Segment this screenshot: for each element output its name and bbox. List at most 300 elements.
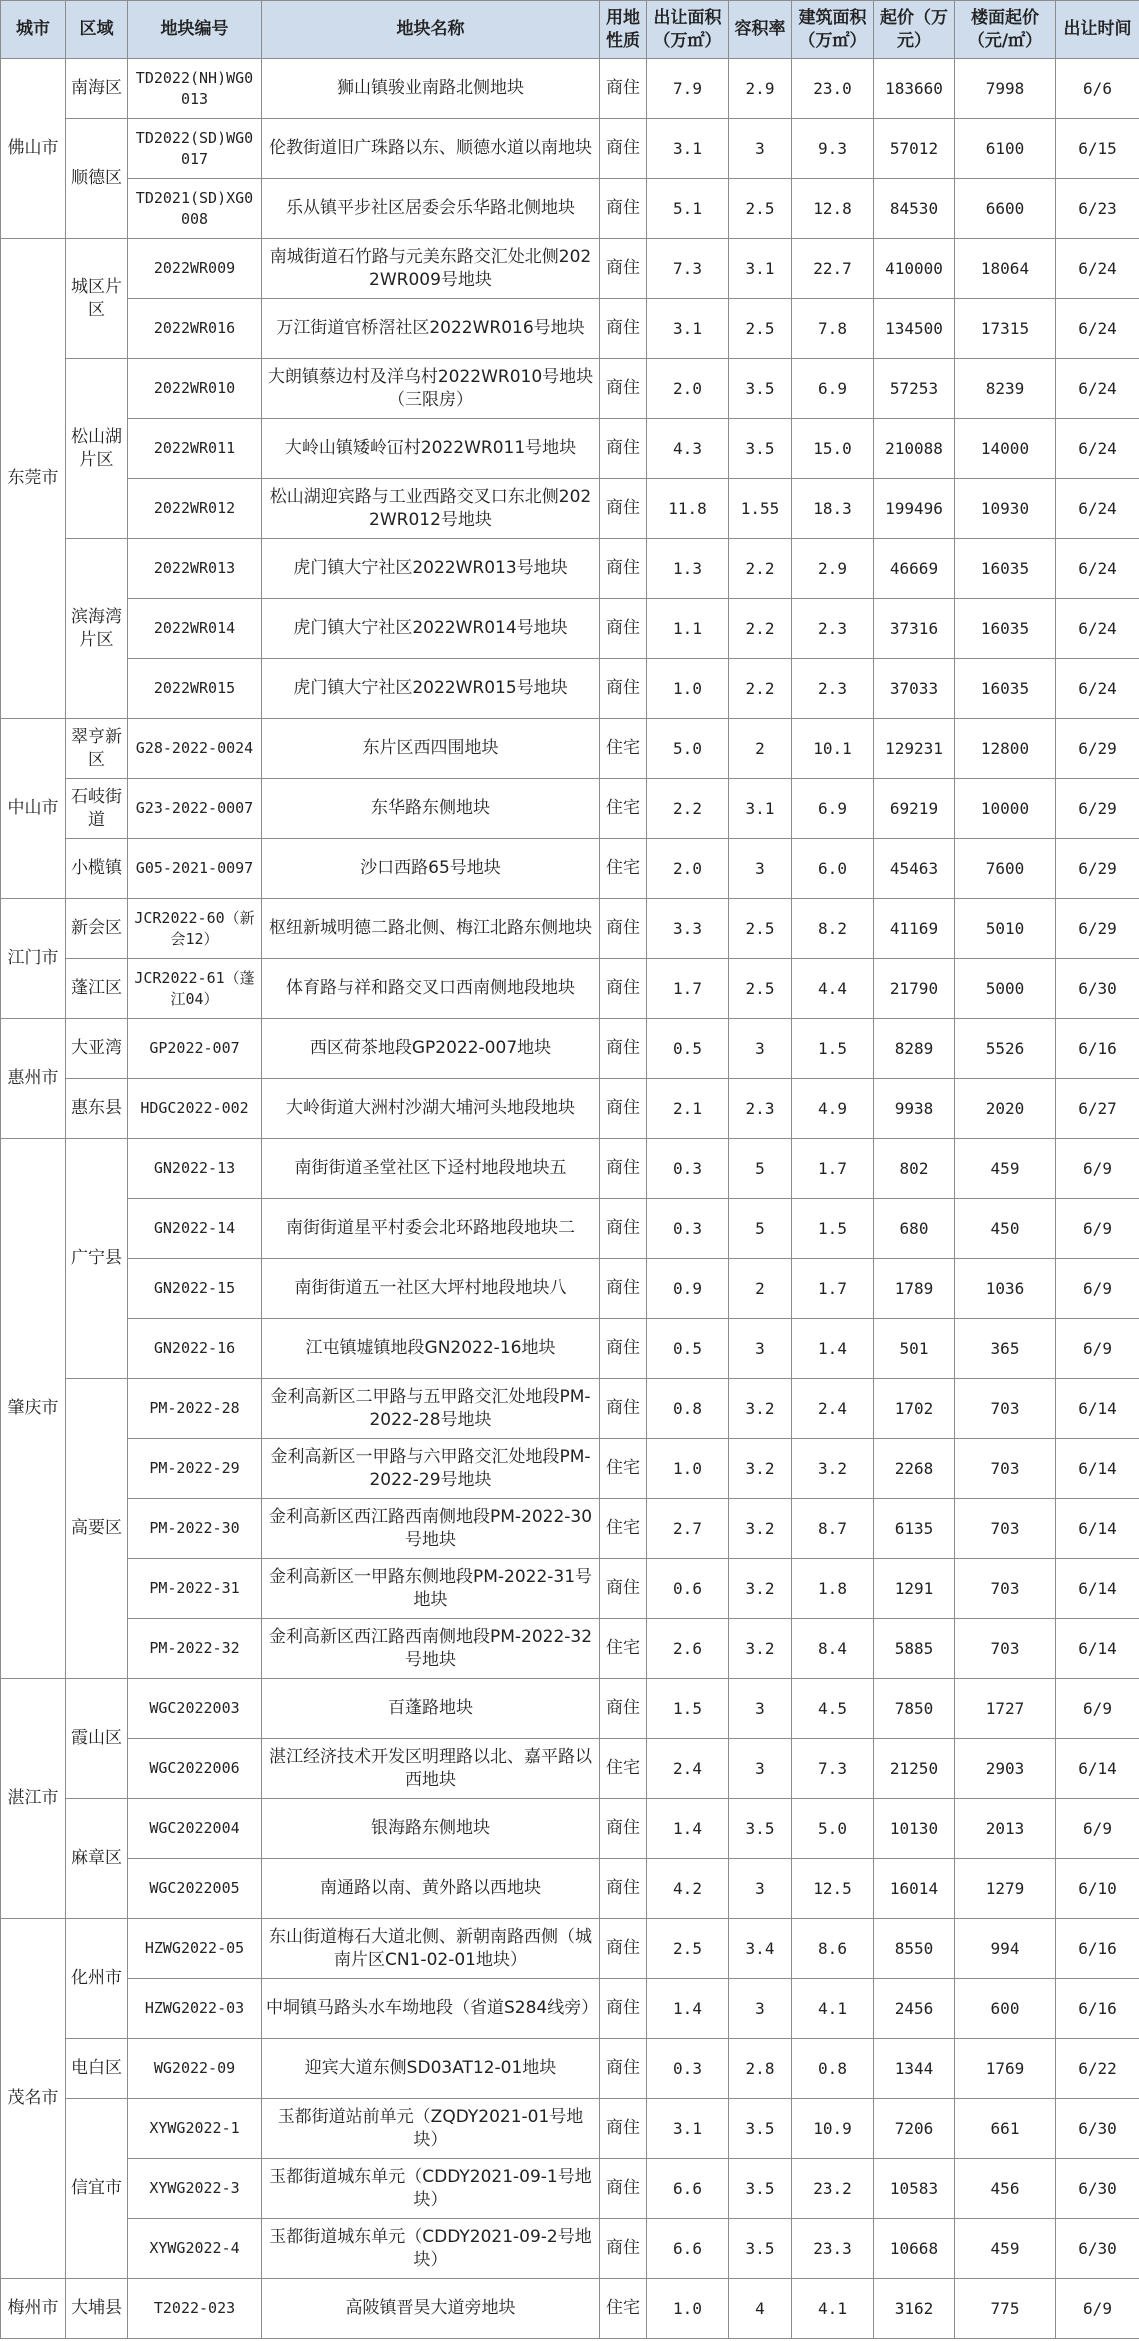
plot-code-cell: WGC2022005 <box>128 1859 262 1919</box>
date-cell: 6/23 <box>1056 179 1139 239</box>
plot-name-cell: 金利高新区一甲路东侧地段PM-2022-31号地块 <box>262 1559 600 1619</box>
land-use-cell: 商住 <box>600 179 647 239</box>
plot-name-cell: 万江街道官桥滘社区2022WR016号地块 <box>262 299 600 359</box>
area-cell: 3.3 <box>647 899 729 959</box>
table-row <box>1 2219 1139 2279</box>
floor-price-cell: 8239 <box>955 359 1056 419</box>
plot-code-cell: TD2022(SD)WG0017 <box>128 119 262 179</box>
floor-price-cell: 18064 <box>955 239 1056 299</box>
plot-name-cell: 大朗镇蔡边村及洋乌村2022WR010号地块（三限房） <box>262 359 600 419</box>
far-cell: 1.55 <box>729 479 792 539</box>
plot-code-cell: HZWG2022-03 <box>128 1979 262 2039</box>
floor-price-cell: 14000 <box>955 419 1056 479</box>
plot-name-cell: 狮山镇骏业南路北侧地块 <box>262 59 600 119</box>
floor-price-cell: 12800 <box>955 719 1056 779</box>
start-price-cell: 10130 <box>874 1799 955 1859</box>
far-cell: 3.5 <box>729 2159 792 2219</box>
plot-code-cell: JCR2022-60（新会12） <box>128 899 262 959</box>
far-cell: 2.8 <box>729 2039 792 2099</box>
gfa-cell: 9.3 <box>792 119 874 179</box>
area-cell: 5.1 <box>647 179 729 239</box>
plot-code-cell: HDGC2022-002 <box>128 1079 262 1139</box>
table-row <box>1 779 1139 839</box>
date-cell: 6/30 <box>1056 2159 1139 2219</box>
table-row <box>1 1679 1139 1739</box>
plot-code-cell: TD2021(SD)XG0008 <box>128 179 262 239</box>
floor-price-cell: 16035 <box>955 599 1056 659</box>
area-cell: 2.1 <box>647 1079 729 1139</box>
date-cell: 6/29 <box>1056 779 1139 839</box>
table-row <box>1 2279 1139 2339</box>
area-cell: 1.0 <box>647 1439 729 1499</box>
table-row <box>1 599 1139 659</box>
area-cell: 6.6 <box>647 2219 729 2279</box>
far-cell: 4 <box>729 2279 792 2339</box>
date-cell: 6/14 <box>1056 1739 1139 1799</box>
date-cell: 6/6 <box>1056 59 1139 119</box>
land-use-cell: 住宅 <box>600 779 647 839</box>
gfa-cell: 4.1 <box>792 1979 874 2039</box>
gfa-cell: 1.7 <box>792 1139 874 1199</box>
table-row <box>1 1499 1139 1559</box>
plot-name-cell: 湛江经济技术开发区明理路以北、嘉平路以西地块 <box>262 1739 600 1799</box>
table-row <box>1 959 1139 1019</box>
area-cell: 2.2 <box>647 779 729 839</box>
start-price-cell: 57012 <box>874 119 955 179</box>
land-use-cell: 住宅 <box>600 2279 647 2339</box>
district-cell: 城区片区 <box>66 239 128 359</box>
floor-price-cell: 459 <box>955 1139 1056 1199</box>
district-cell: 大埔县 <box>66 2279 128 2339</box>
gfa-cell: 15.0 <box>792 419 874 479</box>
floor-price-cell: 16035 <box>955 659 1056 719</box>
header-land-use: 用地性质 <box>600 1 647 59</box>
start-price-cell: 45463 <box>874 839 955 899</box>
table-row <box>1 299 1139 359</box>
date-cell: 6/24 <box>1056 659 1139 719</box>
table-row <box>1 1439 1139 1499</box>
plot-code-cell: 2022WR015 <box>128 659 262 719</box>
floor-price-cell: 7998 <box>955 59 1056 119</box>
date-cell: 6/27 <box>1056 1079 1139 1139</box>
start-price-cell: 69219 <box>874 779 955 839</box>
gfa-cell: 4.9 <box>792 1079 874 1139</box>
land-use-cell: 商住 <box>600 2039 647 2099</box>
date-cell: 6/9 <box>1056 1259 1139 1319</box>
plot-name-cell: 大岭街道大洲村沙湖大埔河头地段地块 <box>262 1079 600 1139</box>
plot-name-cell: 金利高新区西江路西南侧地段PM-2022-32号地块 <box>262 1619 600 1679</box>
plot-code-cell: PM-2022-29 <box>128 1439 262 1499</box>
far-cell: 3.5 <box>729 359 792 419</box>
date-cell: 6/30 <box>1056 959 1139 1019</box>
plot-name-cell: 枢纽新城明德二路北侧、梅江北路东侧地块 <box>262 899 600 959</box>
date-cell: 6/14 <box>1056 1619 1139 1679</box>
area-cell: 0.3 <box>647 2039 729 2099</box>
floor-price-cell: 16035 <box>955 539 1056 599</box>
start-price-cell: 46669 <box>874 539 955 599</box>
area-cell: 0.3 <box>647 1199 729 1259</box>
table-row <box>1 1259 1139 1319</box>
table-row <box>1 1079 1139 1139</box>
land-use-cell: 商住 <box>600 1859 647 1919</box>
area-cell: 2.0 <box>647 839 729 899</box>
header-date: 出让时间 <box>1056 1 1139 59</box>
plot-code-cell: 2022WR016 <box>128 299 262 359</box>
date-cell: 6/24 <box>1056 479 1139 539</box>
header-plot-name: 地块名称 <box>262 1 600 59</box>
start-price-cell: 1789 <box>874 1259 955 1319</box>
far-cell: 3.4 <box>729 1919 792 1979</box>
table-row <box>1 719 1139 779</box>
date-cell: 6/24 <box>1056 239 1139 299</box>
far-cell: 3 <box>729 119 792 179</box>
land-use-cell: 住宅 <box>600 1499 647 1559</box>
district-cell: 南海区 <box>66 59 128 119</box>
date-cell: 6/9 <box>1056 1319 1139 1379</box>
area-cell: 3.1 <box>647 299 729 359</box>
floor-price-cell: 703 <box>955 1439 1056 1499</box>
land-use-cell: 商住 <box>600 1319 647 1379</box>
plot-code-cell: WGC2022006 <box>128 1739 262 1799</box>
far-cell: 2.5 <box>729 179 792 239</box>
plot-name-cell: 玉都街道站前单元（ZQDY2021-01号地块） <box>262 2099 600 2159</box>
land-use-cell: 商住 <box>600 2159 647 2219</box>
plot-code-cell: PM-2022-28 <box>128 1379 262 1439</box>
far-cell: 3.5 <box>729 2099 792 2159</box>
land-use-cell: 商住 <box>600 1139 647 1199</box>
date-cell: 6/9 <box>1056 1679 1139 1739</box>
gfa-cell: 3.2 <box>792 1439 874 1499</box>
plot-code-cell: HZWG2022-05 <box>128 1919 262 1979</box>
land-use-cell: 住宅 <box>600 1619 647 1679</box>
plot-name-cell: 大岭山镇矮岭冚村2022WR011号地块 <box>262 419 600 479</box>
table-row <box>1 239 1139 299</box>
land-use-cell: 商住 <box>600 479 647 539</box>
plot-name-cell: 松山湖迎宾路与工业西路交叉口东北侧2022WR012号地块 <box>262 479 600 539</box>
district-cell: 信宜市 <box>66 2099 128 2279</box>
area-cell: 3.1 <box>647 2099 729 2159</box>
far-cell: 2 <box>729 719 792 779</box>
date-cell: 6/30 <box>1056 2219 1139 2279</box>
gfa-cell: 8.4 <box>792 1619 874 1679</box>
gfa-cell: 23.0 <box>792 59 874 119</box>
plot-name-cell: 乐从镇平步社区居委会乐华路北侧地块 <box>262 179 600 239</box>
table-row <box>1 1619 1139 1679</box>
table-row <box>1 539 1139 599</box>
plot-code-cell: GN2022-16 <box>128 1319 262 1379</box>
table-row <box>1 359 1139 419</box>
district-cell: 化州市 <box>66 1919 128 2039</box>
area-cell: 1.3 <box>647 539 729 599</box>
district-cell: 霞山区 <box>66 1679 128 1799</box>
far-cell: 2.3 <box>729 1079 792 1139</box>
table-row <box>1 479 1139 539</box>
city-cell: 湛江市 <box>1 1679 66 1919</box>
floor-price-cell: 661 <box>955 2099 1056 2159</box>
city-cell: 茂名市 <box>1 1919 66 2279</box>
date-cell: 6/14 <box>1056 1379 1139 1439</box>
far-cell: 5 <box>729 1199 792 1259</box>
header-start-price: 起价（万元） <box>874 1 955 59</box>
floor-price-cell: 994 <box>955 1919 1056 1979</box>
date-cell: 6/24 <box>1056 299 1139 359</box>
start-price-cell: 8550 <box>874 1919 955 1979</box>
area-cell: 0.3 <box>647 1139 729 1199</box>
area-cell: 5.0 <box>647 719 729 779</box>
city-cell: 中山市 <box>1 719 66 899</box>
table-row <box>1 2159 1139 2219</box>
plot-code-cell: TD2022(NH)WG0013 <box>128 59 262 119</box>
gfa-cell: 0.8 <box>792 2039 874 2099</box>
date-cell: 6/16 <box>1056 1019 1139 1079</box>
table-row <box>1 1559 1139 1619</box>
floor-price-cell: 5010 <box>955 899 1056 959</box>
floor-price-cell: 1769 <box>955 2039 1056 2099</box>
plot-name-cell: 东片区西四围地块 <box>262 719 600 779</box>
plot-code-cell: 2022WR011 <box>128 419 262 479</box>
land-use-cell: 商住 <box>600 1019 647 1079</box>
land-use-cell: 商住 <box>600 899 647 959</box>
floor-price-cell: 775 <box>955 2279 1056 2339</box>
area-cell: 4.3 <box>647 419 729 479</box>
table-body <box>1 59 1139 2339</box>
area-cell: 0.8 <box>647 1379 729 1439</box>
plot-code-cell: PM-2022-31 <box>128 1559 262 1619</box>
table-row <box>1 1019 1139 1079</box>
date-cell: 6/29 <box>1056 899 1139 959</box>
city-cell: 惠州市 <box>1 1019 66 1139</box>
plot-name-cell: 东山街道梅石大道北侧、新朝南路西侧（城南片区CN1-02-01地块） <box>262 1919 600 1979</box>
gfa-cell: 12.5 <box>792 1859 874 1919</box>
floor-price-cell: 703 <box>955 1499 1056 1559</box>
far-cell: 2.5 <box>729 899 792 959</box>
area-cell: 2.7 <box>647 1499 729 1559</box>
city-cell: 江门市 <box>1 899 66 1019</box>
table-row <box>1 59 1139 119</box>
start-price-cell: 21790 <box>874 959 955 1019</box>
area-cell: 2.0 <box>647 359 729 419</box>
gfa-cell: 1.5 <box>792 1199 874 1259</box>
land-use-cell: 商住 <box>600 659 647 719</box>
table-row <box>1 1379 1139 1439</box>
area-cell: 1.5 <box>647 1679 729 1739</box>
floor-price-cell: 456 <box>955 2159 1056 2219</box>
floor-price-cell: 1036 <box>955 1259 1056 1319</box>
district-cell: 麻章区 <box>66 1799 128 1919</box>
area-cell: 0.6 <box>647 1559 729 1619</box>
table-row <box>1 1739 1139 1799</box>
date-cell: 6/15 <box>1056 119 1139 179</box>
land-use-cell: 商住 <box>600 1199 647 1259</box>
date-cell: 6/14 <box>1056 1559 1139 1619</box>
floor-price-cell: 6600 <box>955 179 1056 239</box>
start-price-cell: 37033 <box>874 659 955 719</box>
table-row <box>1 659 1139 719</box>
plot-name-cell: 玉都街道城东单元（CDDY2021-09-1号地块） <box>262 2159 600 2219</box>
plot-name-cell: 金利高新区西江路西南侧地段PM-2022-30号地块 <box>262 1499 600 1559</box>
area-cell: 1.4 <box>647 1979 729 2039</box>
gfa-cell: 1.5 <box>792 1019 874 1079</box>
far-cell: 2.2 <box>729 539 792 599</box>
plot-code-cell: 2022WR013 <box>128 539 262 599</box>
start-price-cell: 3162 <box>874 2279 955 2339</box>
gfa-cell: 1.8 <box>792 1559 874 1619</box>
floor-price-cell: 703 <box>955 1619 1056 1679</box>
land-use-cell: 商住 <box>600 959 647 1019</box>
district-cell: 顺德区 <box>66 119 128 239</box>
date-cell: 6/16 <box>1056 1919 1139 1979</box>
area-cell: 1.7 <box>647 959 729 1019</box>
start-price-cell: 129231 <box>874 719 955 779</box>
table-row <box>1 1319 1139 1379</box>
start-price-cell: 134500 <box>874 299 955 359</box>
header-row <box>1 1 1139 59</box>
far-cell: 3 <box>729 1859 792 1919</box>
land-use-cell: 住宅 <box>600 1739 647 1799</box>
floor-price-cell: 10000 <box>955 779 1056 839</box>
plot-code-cell: XYWG2022-3 <box>128 2159 262 2219</box>
far-cell: 3.5 <box>729 1799 792 1859</box>
plot-name-cell: 南通路以南、黄外路以西地块 <box>262 1859 600 1919</box>
floor-price-cell: 2013 <box>955 1799 1056 1859</box>
gfa-cell: 7.3 <box>792 1739 874 1799</box>
district-cell: 松山湖片区 <box>66 359 128 539</box>
area-cell: 0.5 <box>647 1019 729 1079</box>
plot-name-cell: 迎宾大道东侧SD03AT12-01地块 <box>262 2039 600 2099</box>
date-cell: 6/10 <box>1056 1859 1139 1919</box>
date-cell: 6/9 <box>1056 2279 1139 2339</box>
start-price-cell: 501 <box>874 1319 955 1379</box>
land-use-cell: 商住 <box>600 1799 647 1859</box>
gfa-cell: 10.1 <box>792 719 874 779</box>
gfa-cell: 4.4 <box>792 959 874 1019</box>
land-use-cell: 商住 <box>600 1979 647 2039</box>
floor-price-cell: 10930 <box>955 479 1056 539</box>
table-row <box>1 1139 1139 1199</box>
start-price-cell: 21250 <box>874 1739 955 1799</box>
header-plot-code: 地块编号 <box>128 1 262 59</box>
land-use-cell: 商住 <box>600 539 647 599</box>
floor-price-cell: 17315 <box>955 299 1056 359</box>
header-far: 容积率 <box>729 1 792 59</box>
gfa-cell: 5.0 <box>792 1799 874 1859</box>
start-price-cell: 7850 <box>874 1679 955 1739</box>
far-cell: 5 <box>729 1139 792 1199</box>
date-cell: 6/16 <box>1056 1979 1139 2039</box>
land-use-cell: 商住 <box>600 1919 647 1979</box>
area-cell: 6.6 <box>647 2159 729 2219</box>
city-cell: 梅州市 <box>1 2279 66 2339</box>
table-row <box>1 899 1139 959</box>
table-row <box>1 839 1139 899</box>
district-cell: 石岐街道 <box>66 779 128 839</box>
plot-code-cell: 2022WR009 <box>128 239 262 299</box>
table-row <box>1 1199 1139 1259</box>
land-use-cell: 商住 <box>600 599 647 659</box>
area-cell: 1.1 <box>647 599 729 659</box>
header-city: 城市 <box>1 1 66 59</box>
floor-price-cell: 450 <box>955 1199 1056 1259</box>
date-cell: 6/29 <box>1056 839 1139 899</box>
plot-code-cell: XYWG2022-4 <box>128 2219 262 2279</box>
plot-name-cell: 南街街道圣堂社区下迳村地段地块五 <box>262 1139 600 1199</box>
land-use-cell: 商住 <box>600 239 647 299</box>
start-price-cell: 199496 <box>874 479 955 539</box>
start-price-cell: 802 <box>874 1139 955 1199</box>
date-cell: 6/22 <box>1056 2039 1139 2099</box>
plot-name-cell: 沙口西路65号地块 <box>262 839 600 899</box>
plot-code-cell: WG2022-09 <box>128 2039 262 2099</box>
land-use-cell: 住宅 <box>600 719 647 779</box>
gfa-cell: 18.3 <box>792 479 874 539</box>
plot-name-cell: 高陂镇晋昊大道旁地块 <box>262 2279 600 2339</box>
header-area: 出让面积（万㎡） <box>647 1 729 59</box>
far-cell: 3 <box>729 839 792 899</box>
far-cell: 3 <box>729 1979 792 2039</box>
far-cell: 2.9 <box>729 59 792 119</box>
start-price-cell: 7206 <box>874 2099 955 2159</box>
plot-name-cell: 西区荷茶地段GP2022-007地块 <box>262 1019 600 1079</box>
area-cell: 1.0 <box>647 659 729 719</box>
land-use-cell: 商住 <box>600 59 647 119</box>
header-district: 区域 <box>66 1 128 59</box>
start-price-cell: 41169 <box>874 899 955 959</box>
district-cell: 高要区 <box>66 1379 128 1679</box>
header-gfa: 建筑面积（万㎡） <box>792 1 874 59</box>
start-price-cell: 5885 <box>874 1619 955 1679</box>
far-cell: 3.1 <box>729 779 792 839</box>
date-cell: 6/14 <box>1056 1439 1139 1499</box>
land-use-cell: 商住 <box>600 1559 647 1619</box>
date-cell: 6/24 <box>1056 539 1139 599</box>
start-price-cell: 16014 <box>874 1859 955 1919</box>
floor-price-cell: 703 <box>955 1559 1056 1619</box>
gfa-cell: 6.9 <box>792 359 874 419</box>
gfa-cell: 1.4 <box>792 1319 874 1379</box>
plot-code-cell: GN2022-13 <box>128 1139 262 1199</box>
floor-price-cell: 6100 <box>955 119 1056 179</box>
far-cell: 3.1 <box>729 239 792 299</box>
header-floor-price: 楼面起价（元/㎡） <box>955 1 1056 59</box>
gfa-cell: 2.3 <box>792 659 874 719</box>
floor-price-cell: 5526 <box>955 1019 1056 1079</box>
plot-code-cell: G23-2022-0007 <box>128 779 262 839</box>
date-cell: 6/29 <box>1056 719 1139 779</box>
area-cell: 7.9 <box>647 59 729 119</box>
gfa-cell: 1.7 <box>792 1259 874 1319</box>
table-row <box>1 1859 1139 1919</box>
gfa-cell: 10.9 <box>792 2099 874 2159</box>
area-cell: 1.4 <box>647 1799 729 1859</box>
district-cell: 大亚湾 <box>66 1019 128 1079</box>
district-cell: 滨海湾片区 <box>66 539 128 719</box>
city-cell: 佛山市 <box>1 59 66 239</box>
plot-code-cell: GN2022-15 <box>128 1259 262 1319</box>
table-row <box>1 2099 1139 2159</box>
plot-name-cell: 南街街道星平村委会北环路地段地块二 <box>262 1199 600 1259</box>
plot-name-cell: 江屯镇墟镇地段GN2022-16地块 <box>262 1319 600 1379</box>
start-price-cell: 84530 <box>874 179 955 239</box>
floor-price-cell: 703 <box>955 1379 1056 1439</box>
area-cell: 0.5 <box>647 1319 729 1379</box>
far-cell: 3.2 <box>729 1379 792 1439</box>
date-cell: 6/9 <box>1056 1799 1139 1859</box>
far-cell: 3.5 <box>729 2219 792 2279</box>
gfa-cell: 8.2 <box>792 899 874 959</box>
area-cell: 3.1 <box>647 119 729 179</box>
start-price-cell: 1344 <box>874 2039 955 2099</box>
table-row <box>1 1799 1139 1859</box>
